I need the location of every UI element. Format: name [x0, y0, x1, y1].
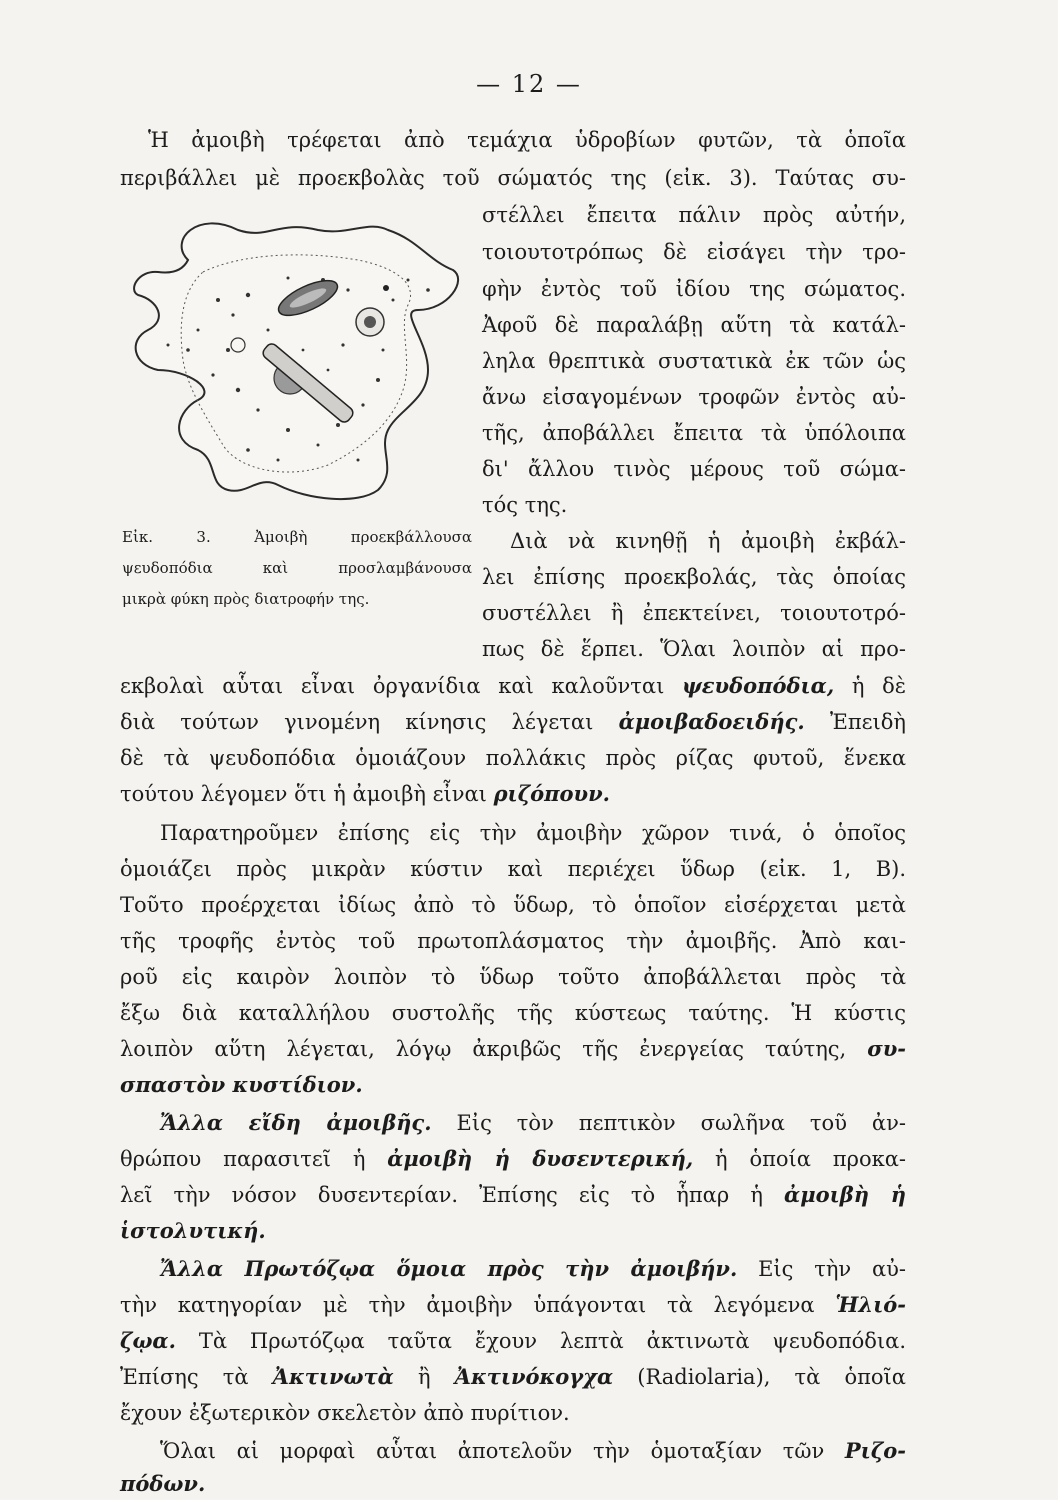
text-line: συστέλλει ἢ ἐπεκτείνει, τοιουτοτρό-: [482, 601, 906, 625]
bold-term: ἀμοιβὴ ἡ: [784, 1182, 906, 1207]
bold-term: ἱστολυτική.: [120, 1218, 266, 1243]
text-segment: ἡ δὲ: [851, 674, 906, 698]
text-line: δι' ἄλλου τινὸς μέρους τοῦ σώμα-: [482, 457, 906, 481]
section-heading: Ἄλλα Πρωτόζῳα ὅμοια πρὸς τὴν ἀμοιβήν.: [160, 1256, 738, 1281]
text-segment: (Radiolaria), τὰ ὁποῖα: [637, 1365, 906, 1389]
text-line: ροῦ εἰς καιρὸν λοιπὸν τὸ ὕδωρ τοῦτο ἀποβάλλεται πρὸς τὰ: [120, 965, 906, 989]
text-segment: θρώπου παρασιτεῖ ἡ: [120, 1147, 366, 1171]
text-line: [120, 1034, 906, 1064]
bold-term: Ἀκτινόκογχα: [454, 1364, 614, 1389]
bold-term: ζῳα.: [120, 1328, 176, 1353]
text-segment: Εἰς τὸν πεπτικὸν σωλῆνα τοῦ ἀν-: [456, 1111, 906, 1135]
text-line: Διὰ νὰ κινηθῇ ἡ ἀμοιβὴ ἐκβάλ-: [510, 529, 906, 553]
text-line: [120, 1469, 906, 1499]
bold-term: ἀμοιβαδοειδής.: [618, 709, 805, 734]
text-line: πως δὲ ἕρπει. Ὅλαι λοιπὸν αἱ προ-: [482, 637, 906, 661]
bold-term: Ἀκτινωτὰ: [272, 1364, 394, 1389]
text-segment: Ἐπίσης τὰ: [120, 1365, 249, 1389]
figure-caption-line: ψευδοπόδια καὶ προσλαμβάνουσα: [122, 559, 472, 577]
text-segment: Ὅλαι αἱ μορφαὶ αὗται ἀποτελοῦν τὴν ὁμοταξίαν τῶν: [160, 1439, 825, 1463]
text-segment: ἢ: [417, 1365, 431, 1389]
text-segment: τὴν κατηγορίαν μὲ τὴν ἀμοιβὴν ὑπάγονται τὰ λεγόμενα: [120, 1293, 815, 1317]
text-line: ὁμοιάζει πρὸς μικρὰν κύστιν καὶ περιέχει ὕδωρ (εἰκ. 1, Β).: [120, 857, 906, 881]
text-segment: τούτου λέγομεν ὅτι ἡ ἀμοιβὴ εἶναι: [120, 782, 487, 806]
text-line: φὴν ἐντὸς τοῦ ἰδίου της σώματος.: [482, 277, 906, 301]
text-line: Ἀφοῦ δὲ παραλάβῃ αὕτη τὰ κατάλ-: [482, 313, 906, 337]
text-line: Τοῦτο προέρχεται ἰδίως ἀπὸ τὸ ὕδωρ, τὸ ὁποῖον εἰσέρχεται μετὰ: [120, 893, 906, 917]
text-line: [160, 1254, 906, 1284]
text-segment: εκβολαὶ αὗται εἶναι ὀργανίδια καὶ καλοῦνται: [120, 674, 665, 698]
bold-term: ριζόπουν.: [493, 781, 610, 806]
text-line: [120, 1290, 906, 1320]
text-segment: διὰ τούτων γινομένη κίνησις λέγεται: [120, 710, 594, 734]
text-line: [120, 1070, 906, 1100]
page-number: — 12 —: [476, 70, 582, 98]
bold-term: Ἡλιό-: [835, 1292, 906, 1317]
text-line: στέλλει ἔπειτα πάλιν πρὸς αὐτήν,: [482, 203, 906, 227]
text-line: ληλα θρεπτικὰ συστατικὰ ἐκ τῶν ὡς: [482, 349, 906, 373]
section-heading: Ἄλλα εἴδη ἀμοιβῆς.: [160, 1110, 432, 1135]
text-line: [120, 779, 906, 809]
amoeba-illustration: [128, 200, 466, 520]
bold-term: σπαστὸν κυστίδιον.: [120, 1072, 363, 1097]
bold-term: πόδων.: [120, 1471, 206, 1496]
text-line: περιβάλλει μὲ προεκβολὰς τοῦ σώματός της (εἰκ. 3). Ταύτας συ-: [120, 166, 906, 190]
text-line: τός της.: [482, 493, 568, 517]
text-line: ἔξω διὰ καταλλήλου συστολῆς τῆς κύστεως ταύτης. Ἡ κύστις: [120, 1001, 906, 1025]
text-segment: λοιπὸν αὕτη λέγεται, λόγῳ ἀκριβῶς τῆς ἐνεργείας ταύτης,: [120, 1037, 847, 1061]
text-line: [120, 1180, 906, 1210]
bold-term: συ-: [867, 1036, 906, 1061]
bold-term: ψευδοπόδια,: [682, 673, 835, 698]
text-segment: Τὰ Πρωτόζῳα ταῦτα ἔχουν λεπτὰ ἀκτινωτὰ ψευδοπόδια.: [198, 1329, 906, 1353]
text-line: [120, 671, 906, 701]
text-line: ἔχουν ἐξωτερικὸν σκελετὸν ἀπὸ πυρίτιον.: [120, 1401, 570, 1425]
figure-caption-line: μικρὰ φύκη πρὸς διατροφήν της.: [122, 590, 370, 608]
text-line: [120, 1144, 906, 1174]
text-segment: Εἰς τὴν αὐ-: [758, 1257, 906, 1281]
text-line: Ἡ ἀμοιβὴ τρέφεται ἀπὸ τεμάχια ὑδροβίων φυτῶν, τὰ ὁποῖα: [148, 128, 906, 152]
text-line: Παρατηροῦμεν ἐπίσης εἰς τὴν ἀμοιβὴν χῶρον τινά, ὁ ὁποῖος: [160, 821, 906, 845]
text-line: τῆς, ἀποβάλλει ἔπειτα τὰ ὑπόλοιπα: [482, 421, 906, 445]
bold-term: Ριζο-: [844, 1438, 906, 1463]
text-line: [160, 1436, 906, 1466]
text-line: τοιουτοτρόπως δὲ εἰσάγει τὴν τρο-: [482, 240, 906, 264]
figure-caption-line: Εἰκ. 3. Ἀμοιβὴ προεκβάλλουσα: [122, 528, 472, 546]
text-segment: ἡ ὁποία προκα-: [715, 1147, 906, 1171]
text-line: [120, 707, 906, 737]
text-line: [120, 1216, 906, 1246]
text-line: [120, 1362, 906, 1392]
text-line: λει ἐπίσης προεκβολάς, τὰς ὁποίας: [482, 565, 906, 589]
text-line: [120, 1326, 906, 1356]
text-line: τῆς τροφῆς ἐντὸς τοῦ πρωτοπλάσματος τὴν ἀμοιβῆς. Ἀπὸ και-: [120, 929, 906, 953]
text-line: ἄνω εἰσαγομένων τροφῶν ἐντὸς αὐ-: [482, 385, 906, 409]
text-segment: λεῖ τὴν νόσον δυσεντερίαν. Ἐπίσης εἰς τὸ ἧπαρ ἡ: [120, 1183, 763, 1207]
text-line: [160, 1108, 906, 1138]
text-segment: Ἐπειδὴ: [829, 710, 906, 734]
text-line: δὲ τὰ ψευδοπόδια ὁμοιάζουν πολλάκις πρὸς ρίζας φυτοῦ, ἕνεκα: [120, 746, 906, 770]
bold-term: ἀμοιβὴ ἡ δυσεντερική,: [387, 1146, 694, 1171]
